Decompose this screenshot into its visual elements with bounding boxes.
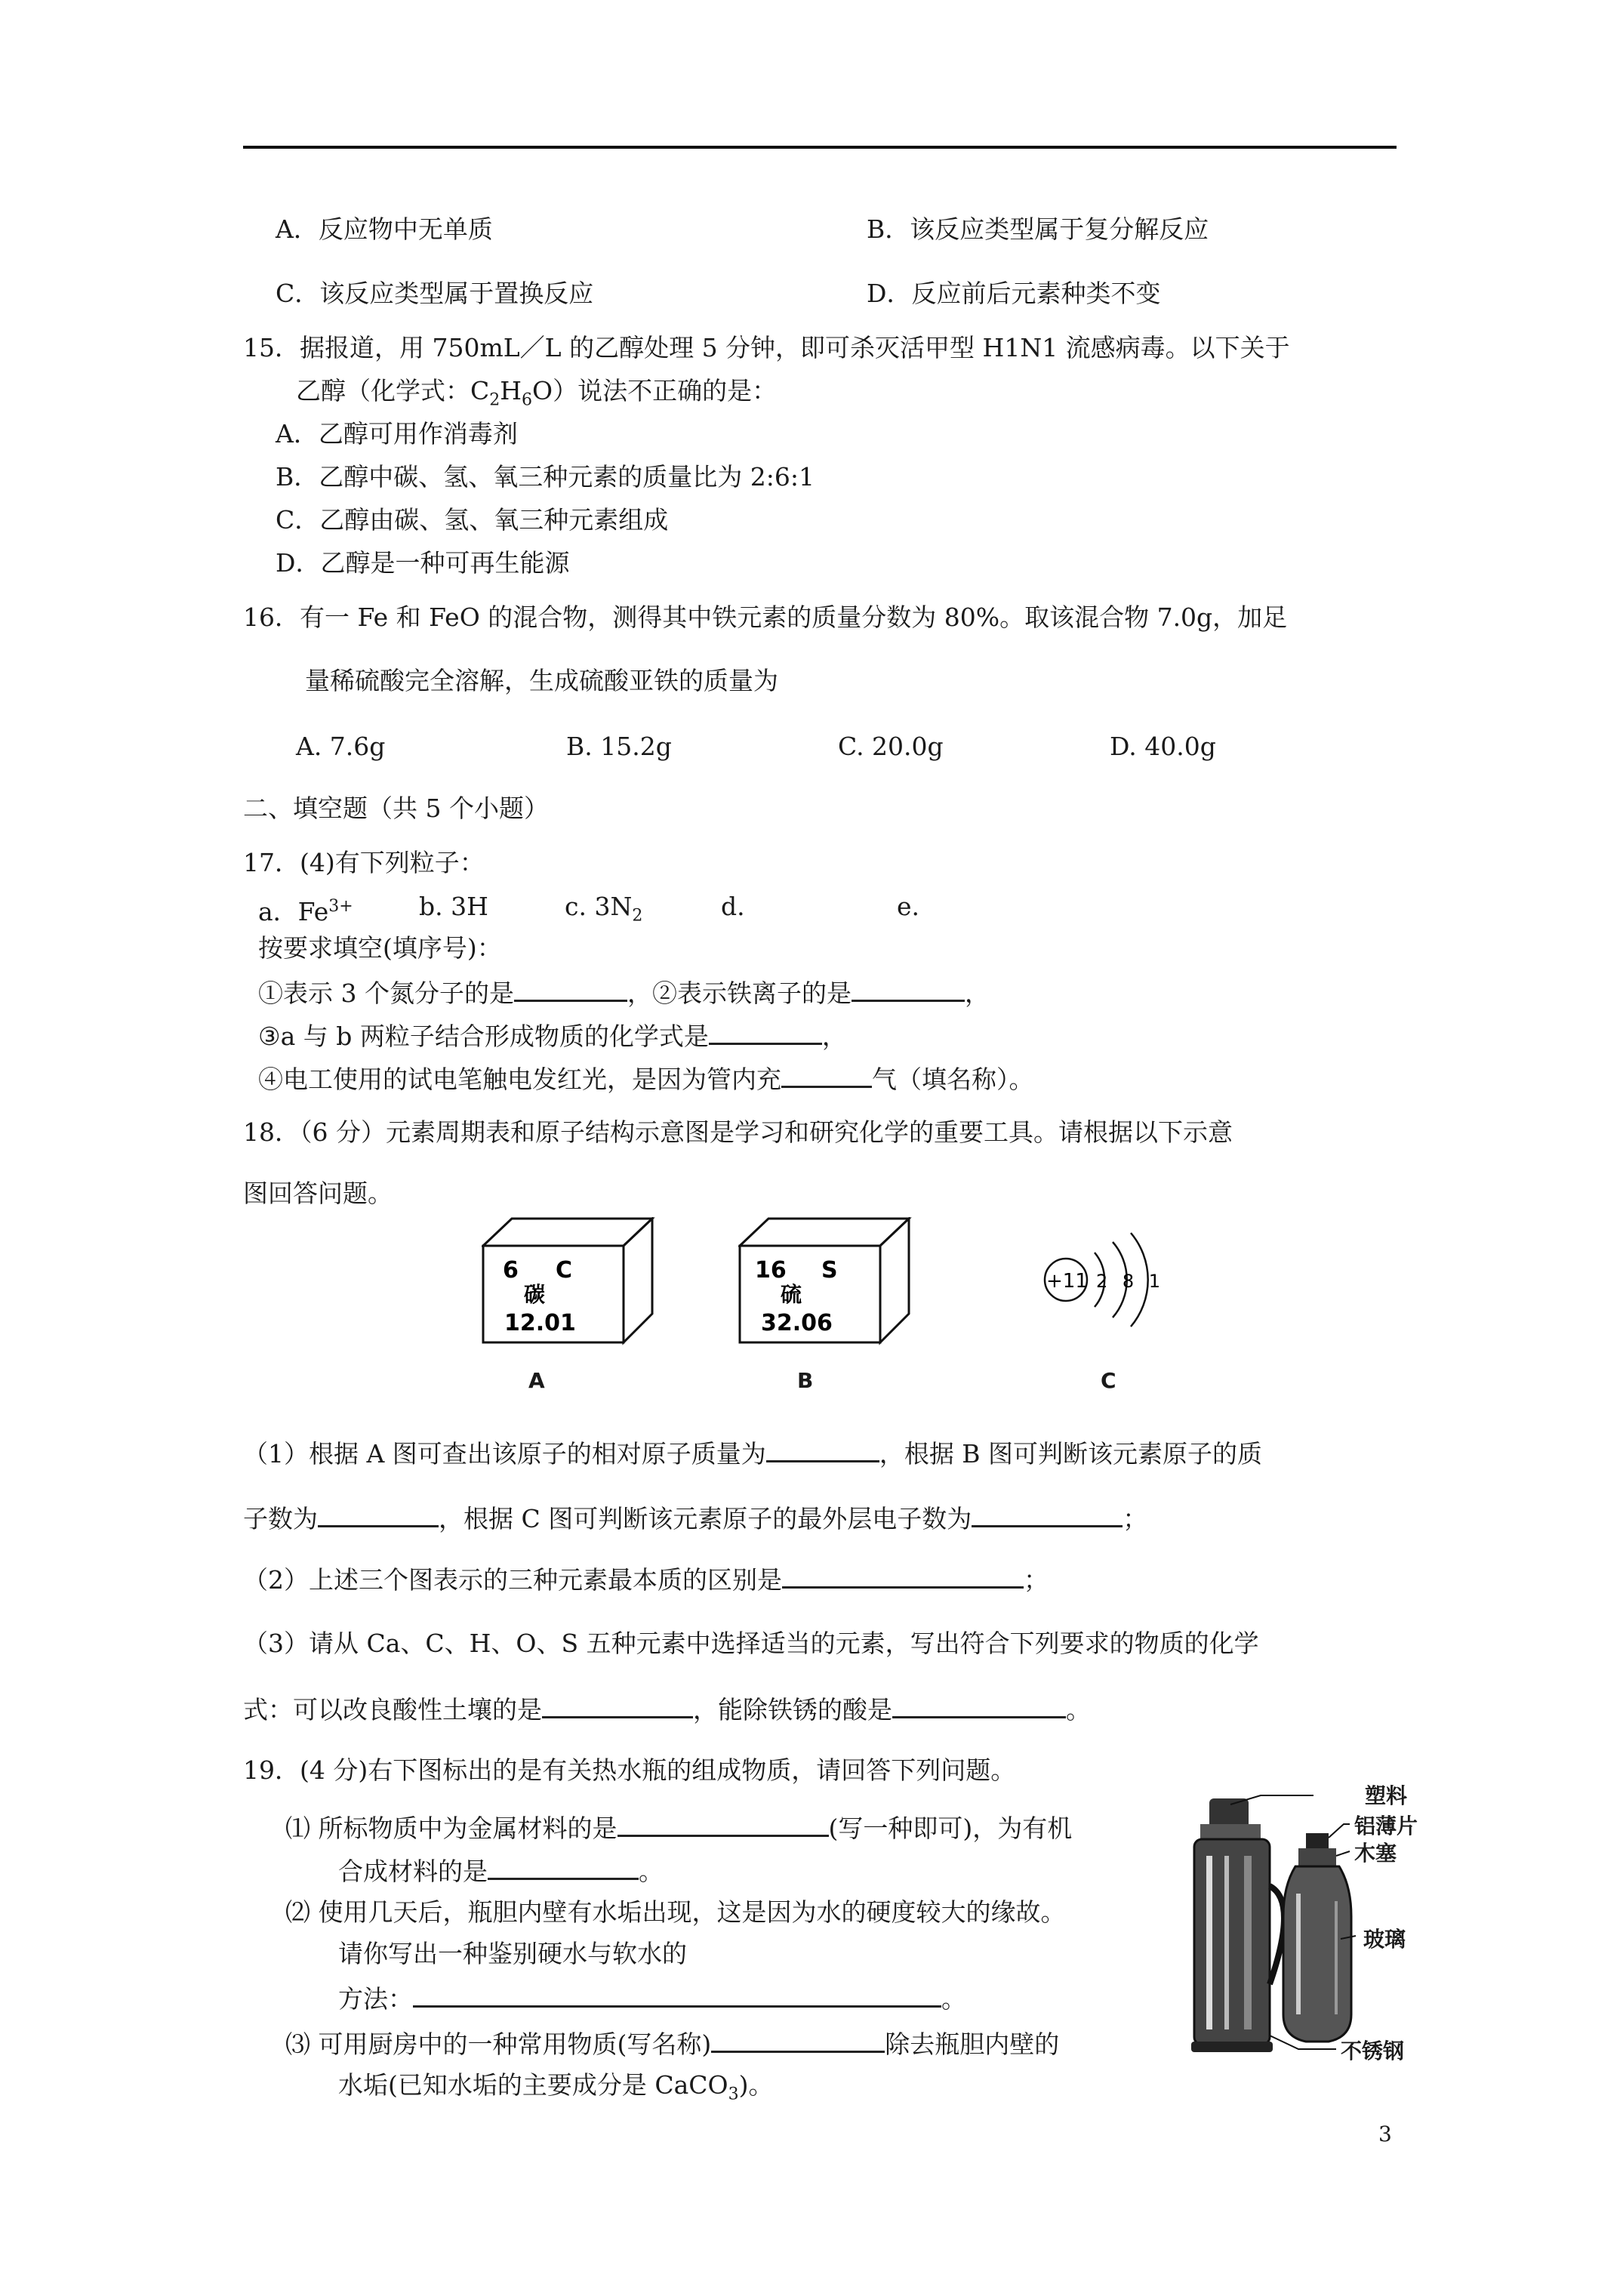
q19-part3-line2: 水垢(已知水垢的主要成分是 CaCO$_3$)。 xyxy=(338,2070,774,2104)
q16-stem-line2: 量稀硫酸完全溶解，生成硫酸亚铁的质量为 xyxy=(305,666,778,695)
q14-option-d: D．反应前后元素种类不变 xyxy=(867,279,1161,308)
q17-line3: ④电工使用的试电笔触电发红光，是因为管内充 气（填名称）。 xyxy=(258,1062,1034,1096)
element-symbol: S xyxy=(821,1257,838,1284)
answer-blank[interactable] xyxy=(892,1692,1066,1718)
answer-blank[interactable] xyxy=(413,1981,941,2008)
q15-option-d: D．乙醇是一种可再生能源 xyxy=(276,548,570,578)
q14-option-b: B．该反应类型属于复分解反应 xyxy=(867,214,1209,244)
figure-label-c: C xyxy=(1101,1368,1116,1393)
q18-part1-line1: （1）根据 A 图可查出该原子的相对原子质量为 ，根据 B 图可判断该元素原子的质 xyxy=(243,1436,1262,1470)
q18-part1-line2: 子数为 ，根据 C 图可判断该元素原子的最外层电子数为 ； xyxy=(243,1501,1147,1535)
element-mass: 32.06 xyxy=(761,1310,833,1336)
q17-particle-d: d. xyxy=(721,892,745,921)
answer-blank[interactable] xyxy=(514,975,627,1002)
answer-blank[interactable] xyxy=(542,1692,693,1718)
q19-part2-line2: 请你写出一种鉴别硬水与软水的 xyxy=(338,1939,687,1968)
q17-instruction: 按要求填空(填序号)： xyxy=(258,933,502,963)
q16-option-b: B. 15.2g xyxy=(566,732,672,761)
section-heading: 二、填空题（共 5 个小题） xyxy=(243,794,549,823)
atom-structure-sodium xyxy=(1034,1227,1178,1333)
q18-part2: （2）上述三个图表示的三种元素最本质的区别是 ； xyxy=(243,1562,1049,1596)
nucleus-charge: +11 xyxy=(1046,1270,1088,1293)
q16-option-a: A. 7.6g xyxy=(296,732,386,761)
q14-option-c: C．该反应类型属于置换反应 xyxy=(276,279,594,308)
answer-blank[interactable] xyxy=(711,2026,885,2053)
periodic-cube-sulfur xyxy=(738,1217,912,1345)
q17-line2: ③a 与 b 两粒子结合形成物质的化学式是 ， xyxy=(258,1019,847,1052)
element-number: 16 xyxy=(755,1257,787,1284)
q15-option-a: A．乙醇可用作消毒剂 xyxy=(276,419,518,448)
label-plastic: 塑料 xyxy=(1365,1783,1408,1808)
answer-blank[interactable] xyxy=(782,1562,1024,1589)
q14-option-a: A．反应物中无单质 xyxy=(276,214,493,244)
q18-stem-line2: 图回答问题。 xyxy=(243,1179,393,1208)
answer-blank[interactable] xyxy=(709,1019,822,1045)
q19-part1-line1: ⑴ 所标物质中为金属材料的是 (写一种即可)，为有机 xyxy=(285,1811,1072,1845)
q18-part3-line2: 式：可以改良酸性土壤的是 ，能除铁锈的酸是 。 xyxy=(243,1692,1091,1726)
q19-stem: 19．(4 分)右下图标出的是有关热水瓶的组成物质，请回答下列问题。 xyxy=(243,1755,1016,1785)
q17-stem: 17．(4)有下列粒子： xyxy=(243,848,485,877)
answer-blank[interactable] xyxy=(852,975,965,1002)
q17-particle-a: a．$Fe^{3+}$ xyxy=(258,897,353,926)
answer-blank[interactable] xyxy=(766,1436,879,1462)
shell-electrons: 2 8 1 xyxy=(1096,1271,1166,1292)
q19-part2-line1: ⑵ 使用几天后，瓶胆内壁有水垢出现，这是因为水的硬度较大的缘故。 xyxy=(285,1897,1066,1927)
q15-option-c: C．乙醇由碳、氢、氧三种元素组成 xyxy=(276,505,669,535)
element-name: 碳 xyxy=(524,1282,546,1307)
q15-stem-line1: 15．据报道，用 750mL／L 的乙醇处理 5 分钟，即可杀灭活甲型 H1N1 流感病毒。以下关于 xyxy=(243,333,1290,362)
label-stainless-steel: 不锈钢 xyxy=(1341,2039,1405,2063)
figure-label-b: B xyxy=(797,1368,814,1393)
q16-option-c: C. 20.0g xyxy=(838,732,944,761)
answer-blank[interactable] xyxy=(318,1501,439,1527)
q15-stem-line2: 乙醇（化学式：$C_2H_6O$）说法不正确的是： xyxy=(296,376,778,410)
q17-particle-c: c. $3N_2$ xyxy=(565,892,643,926)
q19-part1-line2: 合成材料的是 。 xyxy=(338,1854,664,1888)
q19-part2-line3: 方法： 。 xyxy=(338,1981,966,2015)
q18-stem-line1: 18．（6 分）元素周期表和原子结构示意图是学习和研究化学的重要工具。请根据以下示意 xyxy=(243,1117,1233,1147)
thermos-bottle-icon xyxy=(1191,1798,1284,2052)
q18-part3-line1: （3）请从 Ca、C、H、O、S 五种元素中选择适当的元素，写出符合下列要求的物质的化学 xyxy=(243,1629,1259,1658)
q16-stem-line1: 16．有一 Fe 和 FeO 的混合物，测得其中铁元素的质量分数为 80%。取该混合物 7.0g，加足 xyxy=(243,603,1288,632)
element-name: 硫 xyxy=(781,1282,802,1307)
q16-option-d: D. 40.0g xyxy=(1110,732,1216,761)
element-symbol: C xyxy=(556,1257,573,1284)
q19-part3-line1: ⑶ 可用厨房中的一种常用物质(写名称) 除去瓶胆内壁的 xyxy=(285,2026,1059,2060)
q17-line1: ①表示 3 个氮分子的是 ，②表示铁离子的是 ， xyxy=(258,975,990,1009)
answer-blank[interactable] xyxy=(617,1811,829,1837)
label-aluminum-foil: 铝薄片 xyxy=(1354,1814,1418,1838)
figure-label-a: A xyxy=(528,1368,545,1393)
label-cork: 木塞 xyxy=(1354,1841,1397,1866)
answer-blank[interactable] xyxy=(972,1501,1123,1527)
periodic-cube-carbon xyxy=(482,1217,655,1345)
q15-option-b: B．乙醇中碳、氢、氧三种元素的质量比为 2:6:1 xyxy=(276,462,815,492)
answer-blank[interactable] xyxy=(781,1062,872,1088)
q17-particle-e: e. xyxy=(897,892,920,921)
q17-particle-b: b. 3H xyxy=(419,892,488,921)
glass-liner-icon xyxy=(1283,1833,1351,2042)
answer-blank[interactable] xyxy=(488,1854,639,1880)
element-mass: 12.01 xyxy=(504,1310,576,1336)
page-number: 3 xyxy=(1378,2122,1392,2147)
element-number: 6 xyxy=(503,1257,519,1284)
label-glass: 玻璃 xyxy=(1363,1927,1406,1952)
header-rule xyxy=(243,146,1397,149)
